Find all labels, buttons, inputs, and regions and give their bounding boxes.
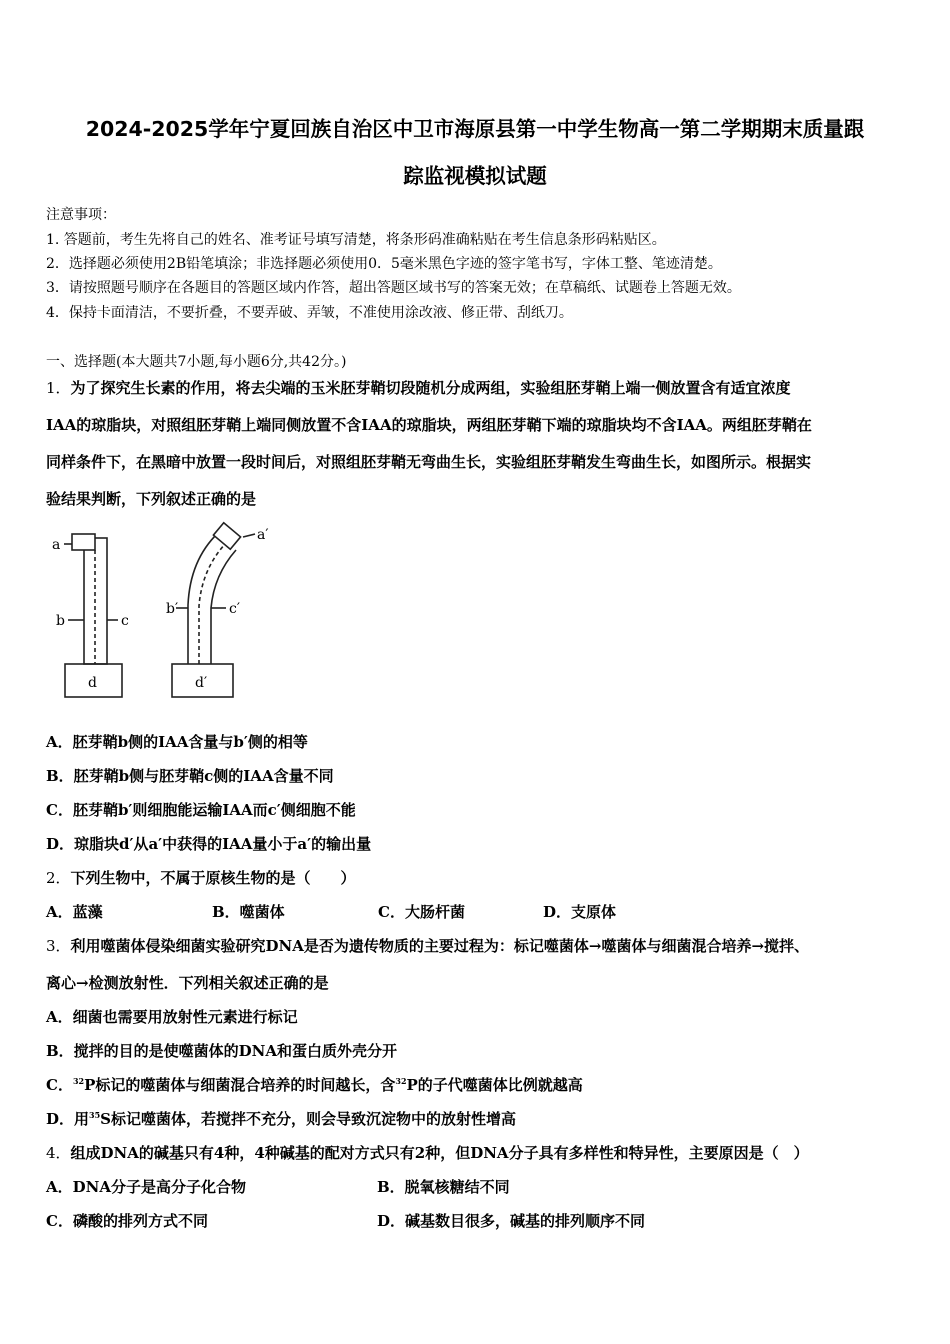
q1-stem-line-1 [46,377,791,398]
q3-option-d [46,1108,516,1129]
document-title-line-1: 2024-2025学年宁夏回族自治区中卫市海原县第一中学生物高一第二学期期末质量跟 [85,117,865,141]
q3-option-c-sup-1: 32 [72,1076,85,1086]
q2-option-a: A．蓝藻 [46,903,103,921]
q1-option-a: A．胚芽鞘b侧的IAA含量与b′侧的相等 [46,733,308,751]
q2-option-d: D．支原体 [543,903,617,921]
q1-text-1: 为了探究生长素的作用，将去尖端的玉米胚芽鞘切段随机分成两组，实验组胚芽鞘上端一侧放置含有适宜浓度 [70,379,791,397]
section-heading: 一、选择题(本大题共7小题,每小题6分,共42分。) [46,354,347,370]
q3-number: 3． [46,937,71,955]
label-b: b [56,613,65,629]
label-a-prime: a′ [257,527,269,543]
label-d-prime: d′ [195,675,208,691]
notice-item-3: 3．请按照题号顺序在各题目的答题区域内作答，超出答题区域书写的答案无效；在草稿纸、试题卷上答题无效。 [46,280,741,296]
q4-option-d: D．碱基数目很多，碱基的排列顺序不同 [377,1212,646,1230]
q4-option-b: B．脱氧核糖结不同 [377,1178,510,1196]
label-d: d [88,675,97,691]
q1-option-d: D．琼脂块d′从a′中获得的IAA量小于a′的输出量 [46,835,372,853]
q1-option-c: C．胚芽鞘b′则细胞能运输IAA而c′侧细胞不能 [46,801,356,819]
coleoptile-diagram [48,520,288,705]
q3-option-c [46,1074,583,1095]
q1-number: 1． [46,379,71,397]
q3-option-d-sup: 35 [89,1110,101,1120]
q3-option-c-prefix: C． [46,1076,73,1094]
q3-option-c-sup-2: 32 [395,1076,407,1086]
q2-number: 2． [46,869,71,887]
agar-block-a-prime [213,523,240,549]
notice-item-4: 4．保持卡面清洁，不要折叠，不要弄破、弄皱，不准使用涂改液、修正带、刮纸刀。 [46,305,573,321]
label-b-prime: b′ [166,601,179,617]
q3-stem-line-1 [46,935,809,956]
q1-stem-line-3: 同样条件下，在黑暗中放置一段时间后，对照组胚芽鞘无弯曲生长，实验组胚芽鞘发生弯曲生长，如图所示。根据实 [46,453,812,471]
q2-text: 下列生物中，不属于原核生物的是（ ） [70,869,356,887]
q3-option-a: A．细菌也需要用放射性元素进行标记 [46,1008,298,1026]
q4-text: 组成DNA的碱基只有4种，4种碱基的配对方式只有2种，但DNA分子具有多样性和特异性，主要原因是（ ） [70,1144,809,1162]
agar-block-a [72,534,95,550]
notice-item-2: 2．选择题必须使用2B铅笔填涂；非选择题必须使用0．5毫米黑色字迹的签字笔书写，字体工整、笔迹清楚。 [46,256,722,272]
q2-option-b: B．噬菌体 [212,903,285,921]
document-title-line-2: 踪监视模拟试题 [403,164,547,188]
notice-item-1: 1. 答题前，考生先将自己的姓名、准考证号填写清楚，将条形码准确粘贴在考生信息条形码粘贴区。 [46,232,666,248]
q3-option-c-suffix: P的子代噬菌体比例就越高 [406,1076,583,1094]
notice-heading: 注意事项： [46,207,116,223]
q4-option-a: A．DNA分子是高分子化合物 [46,1178,246,1196]
q3-option-c-mid: P标记的噬菌体与细菌混合培养的时间越长，含 [84,1076,396,1094]
q4-option-c: C．磷酸的排列方式不同 [46,1212,208,1230]
q1-option-b: B．胚芽鞘b侧与胚芽鞘c侧的IAA含量不同 [46,767,334,785]
q2-option-c: C．大肠杆菌 [378,903,465,921]
q1-stem-line-2: IAA的琼脂块，对照组胚芽鞘上端同侧放置不含IAA的琼脂块，两组胚芽鞘下端的琼脂块均不含IAA。两组胚芽鞘在 [46,416,812,434]
q3-option-d-prefix: D．用 [46,1110,90,1128]
q3-text-1: 利用噬菌体侵染细菌实验研究DNA是否为遗传物质的主要过程为：标记噬菌体→噬菌体与细菌混合培养→搅拌、 [70,937,810,955]
coleoptile-right-left-edge [188,533,218,664]
q4-number: 4． [46,1144,71,1162]
label-c: c [121,613,129,629]
q1-stem-line-4: 验结果判断，下列叙述正确的是 [46,490,257,508]
q3-stem-line-2: 离心→检测放射性．下列相关叙述正确的是 [46,974,329,992]
q3-option-d-suffix: S标记噬菌体，若搅拌不充分，则会导致沉淀物中的放射性增高 [100,1110,516,1128]
q2-stem [46,867,356,888]
label-a: a [52,537,61,553]
q3-option-b: B．搅拌的目的是使噬菌体的DNA和蛋白质外壳分开 [46,1042,398,1060]
label-c-prime: c′ [229,601,241,617]
q4-stem [46,1142,809,1163]
